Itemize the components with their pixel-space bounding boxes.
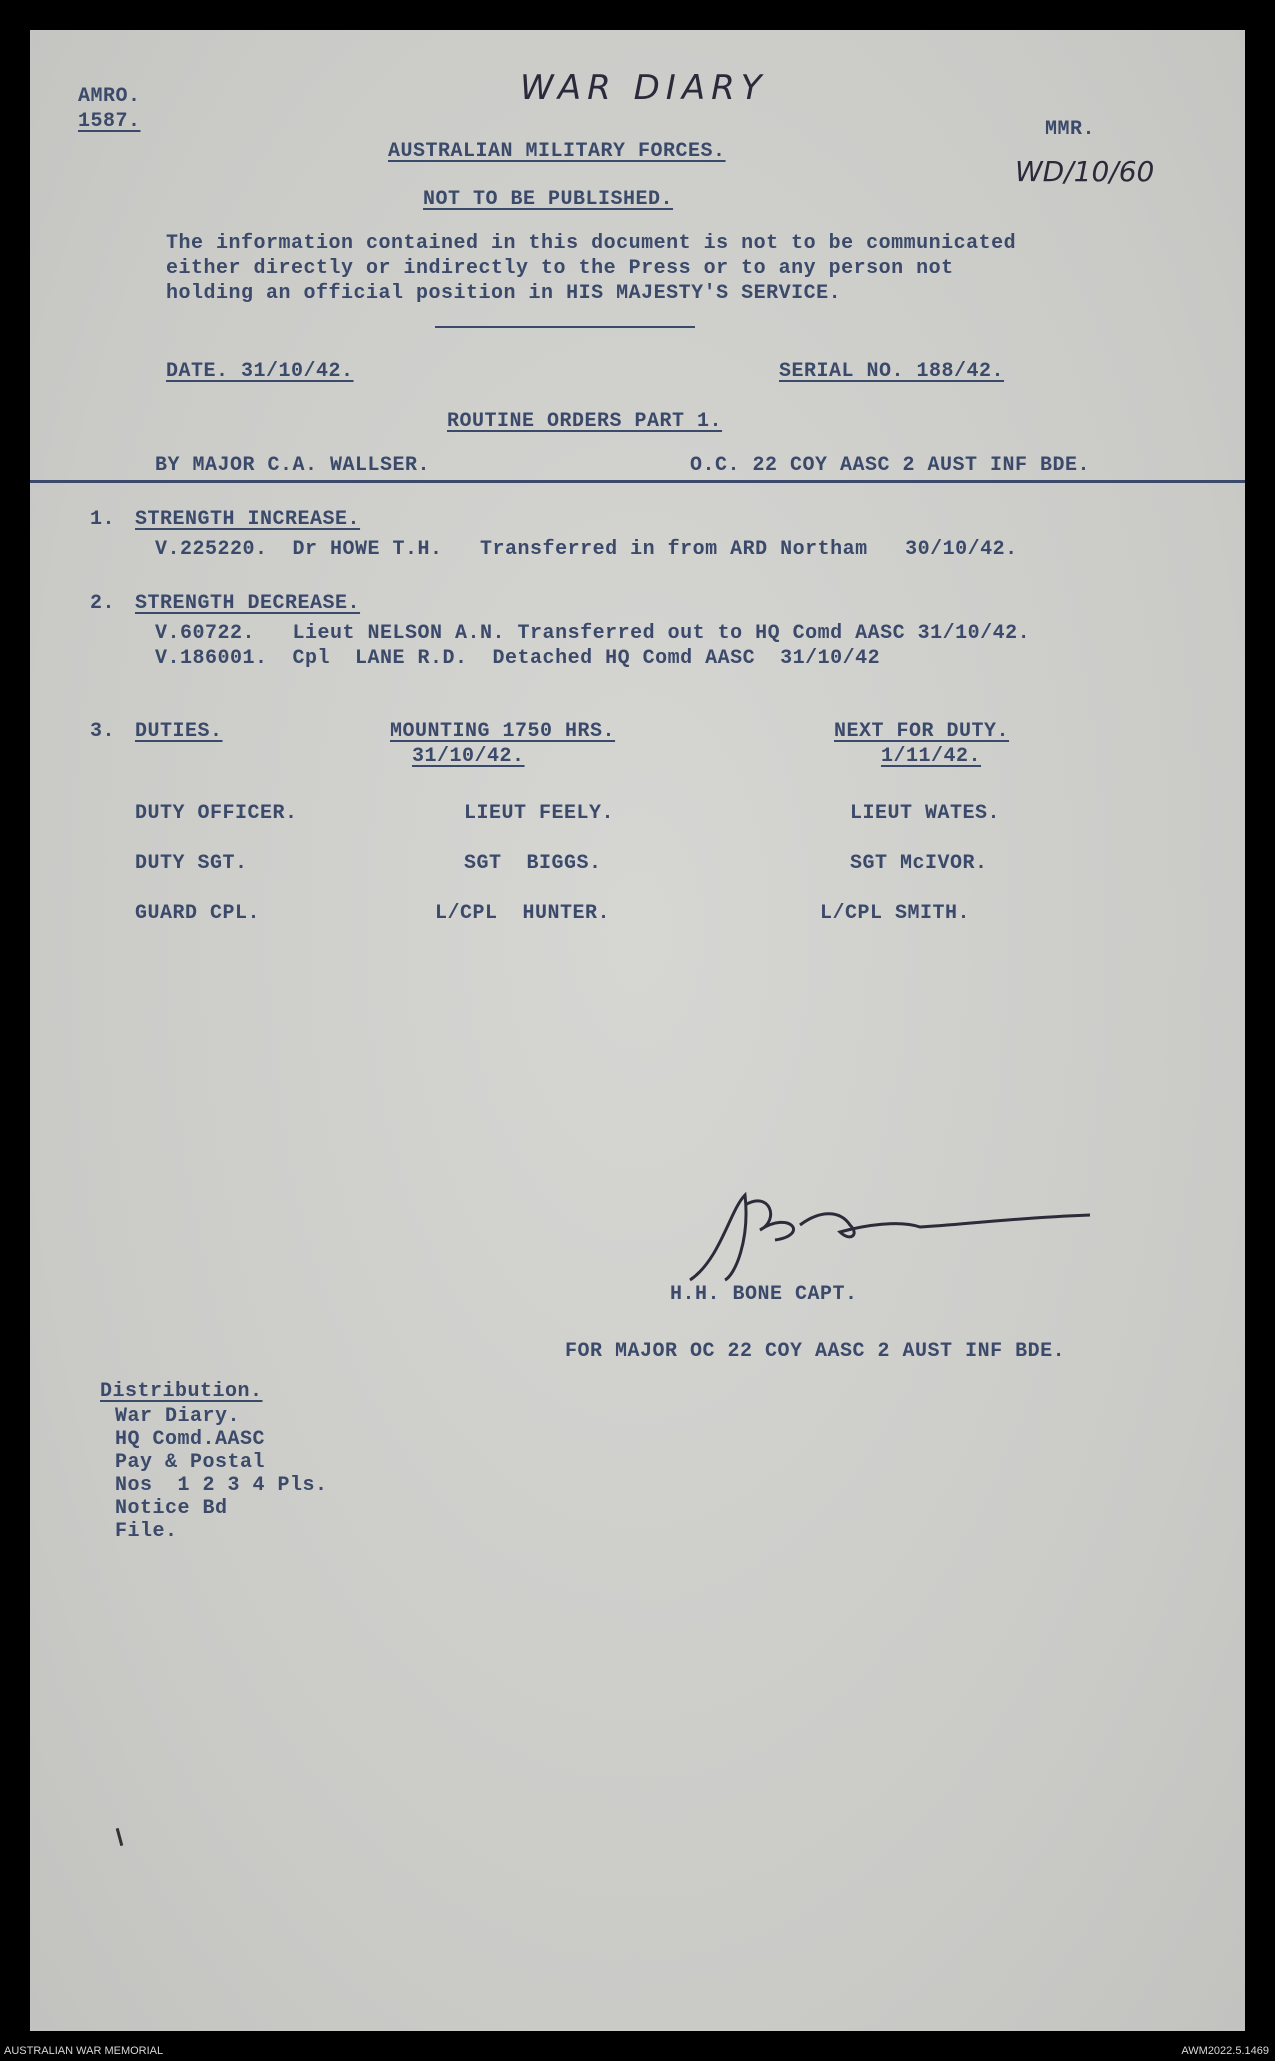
mounting-date: 31/10/42. [412, 745, 525, 768]
section-1-heading: STRENGTH INCREASE. [135, 508, 361, 531]
notice-line-3: holding an official position in HIS MAJESTY'S SERVICE. [166, 282, 842, 305]
section-1-number: 1. [90, 508, 116, 531]
left-code: AMRO. [78, 85, 141, 108]
duty-role: GUARD CPL. [135, 902, 261, 925]
distribution-item: Notice Bd [115, 1497, 228, 1520]
mounting-header: MOUNTING 1750 HRS. [390, 720, 616, 743]
notice-line-2: either directly or indirectly to the Press or to any person not [166, 257, 954, 280]
distribution-item: War Diary. [115, 1405, 241, 1428]
section-3-number: 3. [90, 720, 116, 743]
distribution-item: File. [115, 1520, 178, 1543]
next-duty-date: 1/11/42. [881, 745, 982, 768]
distribution-heading: Distribution. [100, 1380, 263, 1403]
handwritten-reference: WD/10/60 [1015, 155, 1155, 188]
footer-archive-name: AUSTRALIAN WAR MEMORIAL [4, 2045, 164, 2057]
distribution-item: Nos 1 2 3 4 Pls. [115, 1474, 328, 1497]
restriction-heading: NOT TO BE PUBLISHED. [423, 188, 674, 211]
paper-mark [116, 1828, 124, 1846]
section-3-heading: DUTIES. [135, 720, 223, 743]
duty-role: DUTY SGT. [135, 852, 248, 875]
duty-mounting: LIEUT FEELY. [464, 802, 615, 825]
section-2-heading: STRENGTH DECREASE. [135, 592, 361, 615]
notice-line-1: The information contained in this document is not to be communicated [166, 232, 1017, 255]
footer-accession-number: AWM2022.5.1469 [1181, 2045, 1269, 2057]
duty-mounting: SGT BIGGS. [464, 852, 602, 875]
serial-line: SERIAL NO. 188/42. [779, 360, 1005, 383]
issued-by: BY MAJOR C.A. WALLSER. [155, 454, 431, 477]
date-line: DATE. 31/10/42. [166, 360, 354, 383]
duty-next: SGT McIVOR. [850, 852, 988, 875]
section-2-number: 2. [90, 592, 116, 615]
divider-full [30, 480, 1245, 483]
duty-role: DUTY OFFICER. [135, 802, 298, 825]
signature-image [650, 1180, 1100, 1300]
handwritten-title: WAR DIARY [520, 68, 768, 108]
duty-next: L/CPL SMITH. [820, 902, 971, 925]
document-page [30, 30, 1245, 2031]
divider-short [435, 326, 695, 328]
section-2-line-2: V.186001. Cpl LANE R.D. Detached HQ Comd AASC 31/10/42 [155, 647, 881, 670]
section-1-line: V.225220. Dr HOWE T.H. Transferred in from ARD Northam 30/10/42. [155, 538, 1018, 561]
left-number: 1587. [78, 110, 141, 133]
right-code: MMR. [1045, 118, 1096, 141]
document-title: ROUTINE ORDERS PART 1. [447, 410, 723, 433]
distribution-item: Pay & Postal [115, 1451, 266, 1474]
issuing-unit: O.C. 22 COY AASC 2 AUST INF BDE. [690, 454, 1091, 477]
next-duty-header: NEXT FOR DUTY. [834, 720, 1010, 743]
organisation-heading: AUSTRALIAN MILITARY FORCES. [388, 140, 726, 163]
section-2-line-1: V.60722. Lieut NELSON A.N. Transferred out to HQ Comd AASC 31/10/42. [155, 622, 1031, 645]
signatory-name: H.H. BONE CAPT. [670, 1283, 858, 1306]
distribution-item: HQ Comd.AASC [115, 1428, 266, 1451]
signatory-for-line: FOR MAJOR OC 22 COY AASC 2 AUST INF BDE. [565, 1340, 1066, 1363]
duty-mounting: L/CPL HUNTER. [435, 902, 611, 925]
duty-next: LIEUT WATES. [850, 802, 1001, 825]
